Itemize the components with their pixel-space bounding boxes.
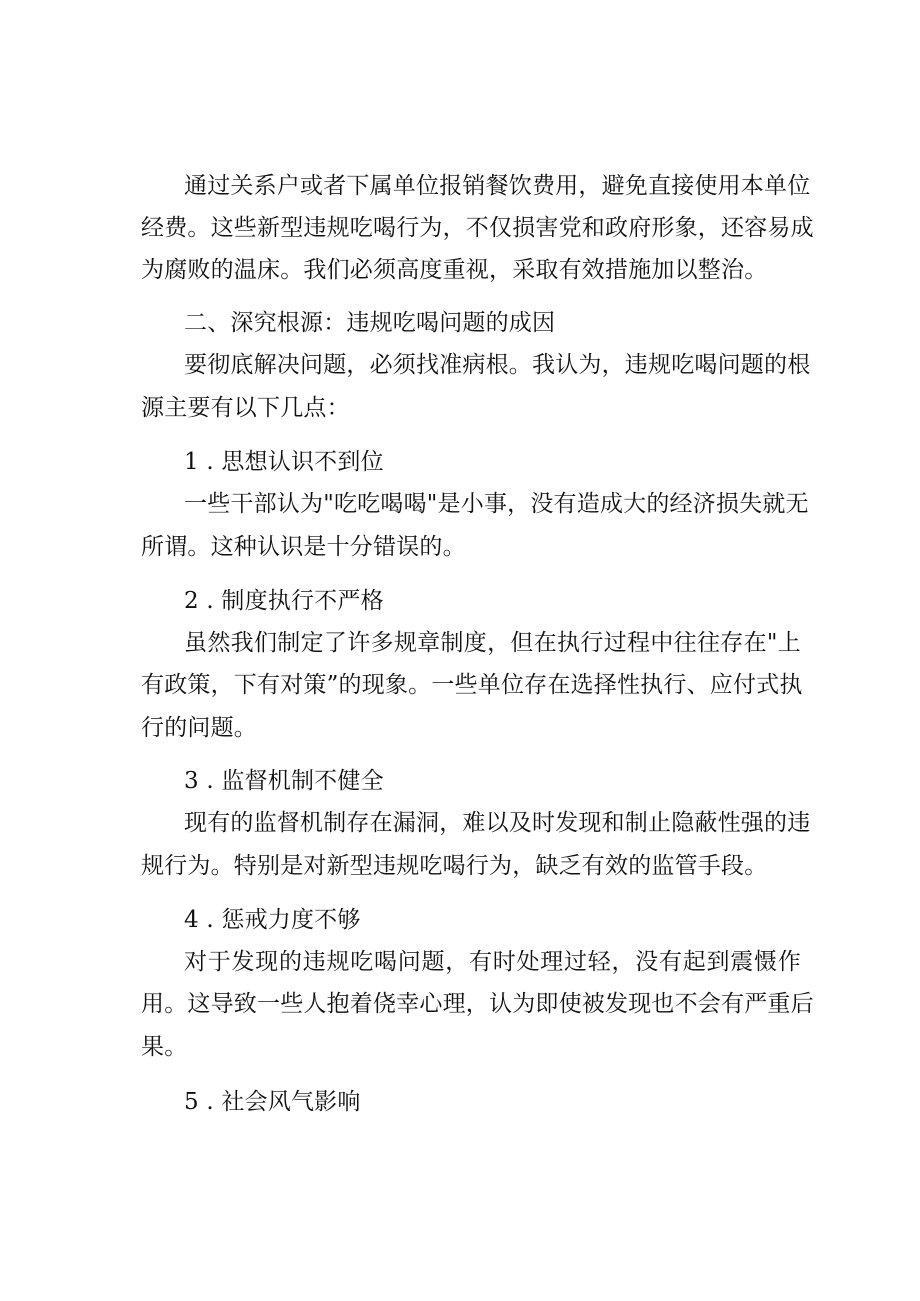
- paragraph-line: 果。: [141, 1034, 188, 1060]
- paragraph-line: 源主要有以下几点：: [141, 395, 350, 421]
- paragraph-line: 所谓。这种认识是十分错误的。: [141, 534, 466, 560]
- paragraph-line: 对于发现的违规吃喝问题，有时处理过轻，没有起到震慑作: [184, 949, 801, 975]
- paragraph-line: 要彻底解决问题，必须找准病根。我认为，违规吃喝问题的根: [184, 352, 811, 378]
- paragraph-line: 为腐败的温床。我们必须高度重视，采取有效措施加以整治。: [141, 257, 768, 283]
- paragraph-line: 行的问题。: [141, 715, 257, 741]
- paragraph-line: 规行为。特别是对新型违规吃喝行为，缺乏有效的监管手段。: [141, 853, 768, 879]
- subheading: 3 . 监督机制不健全: [184, 768, 384, 794]
- subheading: 5 . 社会风气影响: [184, 1089, 361, 1115]
- paragraph-line: 一些干部认为"吃吃喝喝"是小事，没有造成大的经济损失就无: [184, 491, 809, 517]
- subheading: 1 . 思想认识不到位: [184, 449, 384, 475]
- subheading: 2 . 制度执行不严格: [184, 588, 384, 614]
- paragraph-line: 通过关系户或者下属单位报销餐饮费用，避免直接使用本单位: [184, 173, 811, 199]
- paragraph-line: 有政策，下有对策”的现象。一些单位存在选择性执行、应付式执: [141, 672, 803, 698]
- paragraph-line: 现有的监督机制存在漏洞，难以及时发现和制止隐蔽性强的违: [184, 810, 811, 836]
- paragraph-line: 虽然我们制定了许多规章制度，但在执行过程中往往存在"上: [184, 630, 801, 656]
- paragraph-line: 用。这导致一些人抱着侥幸心理，认为即使被发现也不会有严重后: [141, 991, 814, 1017]
- paragraph-line: 经费。这些新型违规吃喝行为，不仅损害党和政府形象，还容易成: [141, 215, 814, 241]
- section-heading: 二、深究根源：违规吃喝问题的成因: [184, 310, 556, 336]
- subheading: 4 . 惩戒力度不够: [184, 907, 361, 933]
